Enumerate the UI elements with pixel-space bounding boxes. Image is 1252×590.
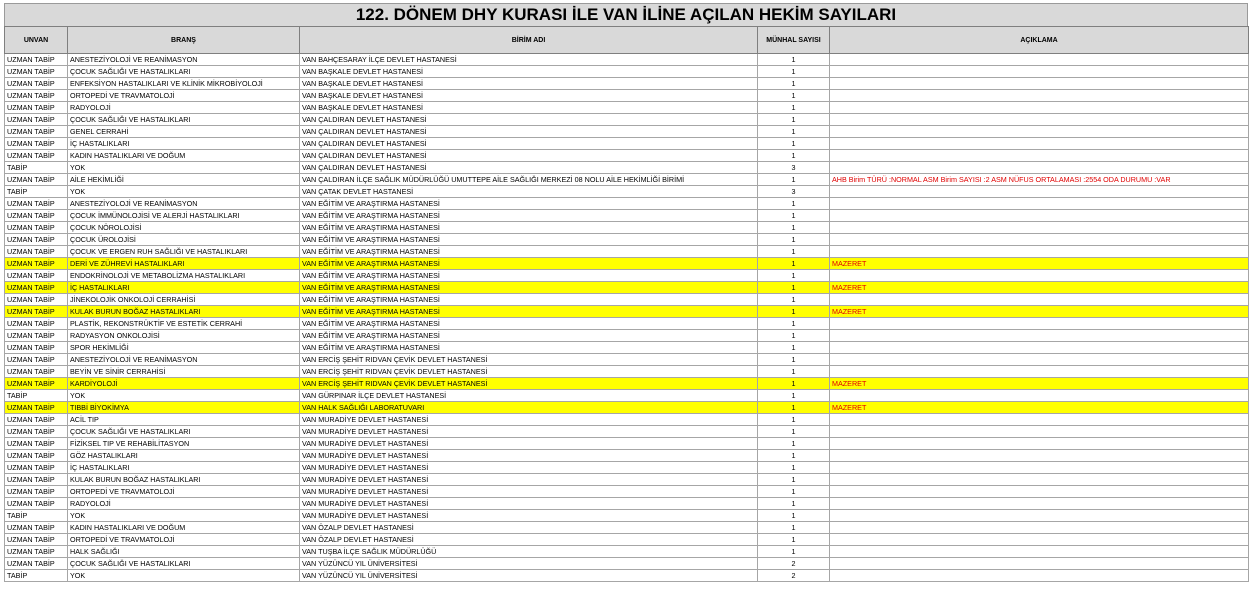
cell-birim: VAN BAŞKALE DEVLET HASTANESİ [300, 78, 758, 90]
table-row [5, 222, 1249, 234]
cell-sayi: 1 [758, 498, 830, 510]
table-row [5, 114, 1249, 126]
cell-aciklama [830, 354, 1249, 366]
table-row [5, 438, 1249, 450]
cell-unvan: UZMAN TABİP [5, 474, 68, 486]
cell-unvan: UZMAN TABİP [5, 150, 68, 162]
cell-birim: VAN EĞİTİM VE ARAŞTIRMA HASTANESİ [300, 294, 758, 306]
table-row [5, 486, 1249, 498]
cell-aciklama [830, 366, 1249, 378]
cell-aciklama [830, 558, 1249, 570]
cell-brans: ENDOKRİNOLOJİ VE METABOLİZMA HASTALIKLARI [68, 270, 300, 282]
cell-aciklama [830, 438, 1249, 450]
table-row [5, 102, 1249, 114]
cell-birim: VAN EĞİTİM VE ARAŞTIRMA HASTANESİ [300, 210, 758, 222]
cell-brans: KADIN HASTALIKLARI VE DOĞUM [68, 522, 300, 534]
cell-aciklama: MAZERET [830, 306, 1249, 318]
cell-aciklama [830, 222, 1249, 234]
cell-brans: YOK [68, 510, 300, 522]
cell-sayi: 1 [758, 126, 830, 138]
cell-birim: VAN ERCİŞ ŞEHİT RIDVAN ÇEVİK DEVLET HASTANESİ [300, 378, 758, 390]
cell-unvan: UZMAN TABİP [5, 306, 68, 318]
cell-sayi: 1 [758, 402, 830, 414]
cell-unvan: UZMAN TABİP [5, 66, 68, 78]
cell-unvan: UZMAN TABİP [5, 438, 68, 450]
cell-brans: TIBBİ BİYOKİMYA [68, 402, 300, 414]
cell-birim: VAN EĞİTİM VE ARAŞTIRMA HASTANESİ [300, 258, 758, 270]
cell-sayi: 1 [758, 522, 830, 534]
cell-brans: GENEL CERRAHİ [68, 126, 300, 138]
cell-birim: VAN ERCİŞ ŞEHİT RIDVAN ÇEVİK DEVLET HASTANESİ [300, 366, 758, 378]
cell-brans: ANESTEZİYOLOJİ VE REANİMASYON [68, 354, 300, 366]
cell-sayi: 1 [758, 438, 830, 450]
table-row [5, 474, 1249, 486]
cell-brans: ANESTEZİYOLOJİ VE REANİMASYON [68, 198, 300, 210]
cell-unvan: UZMAN TABİP [5, 486, 68, 498]
cell-sayi: 1 [758, 462, 830, 474]
cell-unvan: UZMAN TABİP [5, 414, 68, 426]
cell-brans: RADYASYON ONKOLOJİSİ [68, 330, 300, 342]
cell-brans: ÇOCUK NÖROLOJİSİ [68, 222, 300, 234]
cell-aciklama [830, 522, 1249, 534]
cell-brans: SPOR HEKİMLİĞİ [68, 342, 300, 354]
cell-unvan: UZMAN TABİP [5, 222, 68, 234]
cell-birim: VAN EĞİTİM VE ARAŞTIRMA HASTANESİ [300, 330, 758, 342]
header-aciklama: AÇIKLAMA [830, 27, 1249, 54]
cell-sayi: 1 [758, 306, 830, 318]
table-row [5, 390, 1249, 402]
cell-unvan: UZMAN TABİP [5, 210, 68, 222]
table-row [5, 330, 1249, 342]
cell-aciklama [830, 114, 1249, 126]
cell-aciklama [830, 294, 1249, 306]
cell-birim: VAN HALK SAĞLIĞI LABORATUVARI [300, 402, 758, 414]
cell-sayi: 1 [758, 450, 830, 462]
cell-aciklama [830, 126, 1249, 138]
cell-birim: VAN EĞİTİM VE ARAŞTIRMA HASTANESİ [300, 246, 758, 258]
cell-birim: VAN TUŞBA İLÇE SAĞLIK MÜDÜRLÜĞÜ [300, 546, 758, 558]
cell-unvan: UZMAN TABİP [5, 270, 68, 282]
spreadsheet [4, 3, 1248, 582]
cell-sayi: 1 [758, 258, 830, 270]
cell-sayi: 1 [758, 546, 830, 558]
cell-aciklama [830, 78, 1249, 90]
cell-birim: VAN YÜZÜNCÜ YIL ÜNİVERSİTESİ [300, 558, 758, 570]
cell-unvan: UZMAN TABİP [5, 378, 68, 390]
cell-unvan: UZMAN TABİP [5, 450, 68, 462]
cell-aciklama [830, 150, 1249, 162]
cell-sayi: 1 [758, 174, 830, 186]
cell-brans: ÇOCUK İMMÜNOLOJİSİ VE ALERJİ HASTALIKLARI [68, 210, 300, 222]
cell-birim: VAN ÖZALP DEVLET HASTANESİ [300, 522, 758, 534]
table-body [5, 54, 1249, 582]
header-birim: BİRİM ADI [300, 27, 758, 54]
cell-unvan: UZMAN TABİP [5, 78, 68, 90]
table-row [5, 78, 1249, 90]
table-row [5, 90, 1249, 102]
cell-unvan: TABİP [5, 390, 68, 402]
cell-birim: VAN MURADİYE DEVLET HASTANESİ [300, 462, 758, 474]
cell-sayi: 1 [758, 390, 830, 402]
table-row [5, 66, 1249, 78]
cell-birim: VAN BAŞKALE DEVLET HASTANESİ [300, 102, 758, 114]
header-brans: BRANŞ [68, 27, 300, 54]
cell-sayi: 1 [758, 426, 830, 438]
cell-brans: AİLE HEKİMLİĞİ [68, 174, 300, 186]
cell-brans: DERİ VE ZÜHREVİ HASTALIKLARI [68, 258, 300, 270]
cell-aciklama [830, 162, 1249, 174]
cell-birim: VAN ÇALDIRAN DEVLET HASTANESİ [300, 126, 758, 138]
cell-sayi: 1 [758, 222, 830, 234]
table-row [5, 258, 1249, 270]
cell-unvan: UZMAN TABİP [5, 546, 68, 558]
table-row [5, 426, 1249, 438]
table-row [5, 570, 1249, 582]
cell-unvan: UZMAN TABİP [5, 54, 68, 66]
cell-unvan: UZMAN TABİP [5, 102, 68, 114]
cell-aciklama [830, 246, 1249, 258]
table-row [5, 558, 1249, 570]
cell-unvan: UZMAN TABİP [5, 522, 68, 534]
cell-unvan: UZMAN TABİP [5, 498, 68, 510]
cell-birim: VAN ÇALDIRAN DEVLET HASTANESİ [300, 162, 758, 174]
cell-birim: VAN EĞİTİM VE ARAŞTIRMA HASTANESİ [300, 198, 758, 210]
cell-birim: VAN MURADİYE DEVLET HASTANESİ [300, 486, 758, 498]
cell-aciklama [830, 138, 1249, 150]
cell-sayi: 1 [758, 486, 830, 498]
cell-aciklama [830, 498, 1249, 510]
table-row [5, 270, 1249, 282]
cell-birim: VAN ERCİŞ ŞEHİT RIDVAN ÇEVİK DEVLET HASTANESİ [300, 354, 758, 366]
cell-sayi: 1 [758, 90, 830, 102]
table-row [5, 306, 1249, 318]
table-row [5, 414, 1249, 426]
cell-birim: VAN YÜZÜNCÜ YIL ÜNİVERSİTESİ [300, 570, 758, 582]
header-unvan: UNVAN [5, 27, 68, 54]
cell-brans: ÇOCUK SAĞLIĞI VE HASTALIKLARI [68, 426, 300, 438]
cell-brans: PLASTİK, REKONSTRÜKTİF VE ESTETİK CERRAHİ [68, 318, 300, 330]
cell-brans: ÇOCUK ÜROLOJİSİ [68, 234, 300, 246]
cell-unvan: UZMAN TABİP [5, 282, 68, 294]
cell-birim: VAN MURADİYE DEVLET HASTANESİ [300, 414, 758, 426]
cell-brans: İÇ HASTALIKLARI [68, 282, 300, 294]
cell-birim: VAN GÜRPINAR İLÇE DEVLET HASTANESİ [300, 390, 758, 402]
cell-brans: KULAK BURUN BOĞAZ HASTALIKLARI [68, 306, 300, 318]
cell-sayi: 1 [758, 270, 830, 282]
cell-brans: ORTOPEDİ VE TRAVMATOLOJİ [68, 486, 300, 498]
table-row [5, 294, 1249, 306]
cell-sayi: 1 [758, 210, 830, 222]
cell-aciklama [830, 210, 1249, 222]
cell-unvan: UZMAN TABİP [5, 246, 68, 258]
cell-birim: VAN EĞİTİM VE ARAŞTIRMA HASTANESİ [300, 318, 758, 330]
cell-sayi: 1 [758, 294, 830, 306]
table-row [5, 462, 1249, 474]
cell-brans: ÇOCUK SAĞLIĞI VE HASTALIKLARI [68, 66, 300, 78]
cell-birim: VAN MURADİYE DEVLET HASTANESİ [300, 474, 758, 486]
cell-unvan: UZMAN TABİP [5, 126, 68, 138]
cell-brans: KARDİYOLOJİ [68, 378, 300, 390]
table-row [5, 510, 1249, 522]
cell-aciklama: MAZERET [830, 378, 1249, 390]
cell-aciklama [830, 270, 1249, 282]
cell-sayi: 1 [758, 366, 830, 378]
cell-aciklama [830, 186, 1249, 198]
cell-sayi: 1 [758, 234, 830, 246]
cell-brans: GÖZ HASTALIKLARI [68, 450, 300, 462]
cell-unvan: UZMAN TABİP [5, 330, 68, 342]
cell-aciklama [830, 234, 1249, 246]
cell-unvan: TABİP [5, 162, 68, 174]
cell-aciklama [830, 330, 1249, 342]
cell-unvan: UZMAN TABİP [5, 234, 68, 246]
cell-birim: VAN ÇALDIRAN DEVLET HASTANESİ [300, 114, 758, 126]
cell-sayi: 1 [758, 102, 830, 114]
cell-unvan: UZMAN TABİP [5, 318, 68, 330]
page-title: 122. DÖNEM DHY KURASI İLE VAN İLİNE AÇILAN HEKİM SAYILARI [4, 3, 1248, 26]
cell-unvan: TABİP [5, 510, 68, 522]
table-row [5, 546, 1249, 558]
table-row [5, 246, 1249, 258]
cell-aciklama [830, 318, 1249, 330]
cell-brans: İÇ HASTALIKLARI [68, 462, 300, 474]
cell-brans: BEYİN VE SİNİR CERRAHİSİ [68, 366, 300, 378]
cell-unvan: UZMAN TABİP [5, 294, 68, 306]
cell-birim: VAN EĞİTİM VE ARAŞTIRMA HASTANESİ [300, 234, 758, 246]
cell-sayi: 1 [758, 138, 830, 150]
table-row [5, 150, 1249, 162]
cell-brans: YOK [68, 570, 300, 582]
cell-birim: VAN EĞİTİM VE ARAŞTIRMA HASTANESİ [300, 342, 758, 354]
cell-brans: ÇOCUK VE ERGEN RUH SAĞLIĞI VE HASTALIKLARI [68, 246, 300, 258]
table-row [5, 450, 1249, 462]
table-row [5, 210, 1249, 222]
cell-unvan: UZMAN TABİP [5, 534, 68, 546]
cell-birim: VAN ÇALDIRAN İLÇE SAĞLIK MÜDÜRLÜĞÜ UMUTTEPE AİLE SAĞLIĞI MERKEZİ 08 NOLU AİLE HEKİMLİĞİ BİRİMİ [300, 174, 758, 186]
table-row [5, 378, 1249, 390]
cell-sayi: 1 [758, 414, 830, 426]
cell-aciklama: MAZERET [830, 258, 1249, 270]
cell-birim: VAN EĞİTİM VE ARAŞTIRMA HASTANESİ [300, 222, 758, 234]
table-row [5, 402, 1249, 414]
cell-brans: KULAK BURUN BOĞAZ HASTALIKLARI [68, 474, 300, 486]
header-sayi: MÜNHAL SAYISI [758, 27, 830, 54]
table-row [5, 174, 1249, 186]
cell-unvan: UZMAN TABİP [5, 258, 68, 270]
cell-brans: ORTOPEDİ VE TRAVMATOLOJİ [68, 534, 300, 546]
cell-birim: VAN ÖZALP DEVLET HASTANESİ [300, 534, 758, 546]
cell-sayi: 1 [758, 282, 830, 294]
cell-sayi: 1 [758, 378, 830, 390]
cell-sayi: 1 [758, 198, 830, 210]
cell-unvan: UZMAN TABİP [5, 174, 68, 186]
cell-brans: YOK [68, 186, 300, 198]
cell-sayi: 1 [758, 534, 830, 546]
table-row [5, 318, 1249, 330]
cell-aciklama: MAZERET [830, 282, 1249, 294]
cell-aciklama [830, 534, 1249, 546]
vacancy-table [4, 26, 1249, 582]
cell-birim: VAN EĞİTİM VE ARAŞTIRMA HASTANESİ [300, 282, 758, 294]
cell-birim: VAN EĞİTİM VE ARAŞTIRMA HASTANESİ [300, 306, 758, 318]
cell-birim: VAN BAŞKALE DEVLET HASTANESİ [300, 90, 758, 102]
cell-unvan: TABİP [5, 186, 68, 198]
table-row [5, 342, 1249, 354]
cell-birim: VAN ÇALDIRAN DEVLET HASTANESİ [300, 138, 758, 150]
cell-aciklama [830, 546, 1249, 558]
cell-brans: RADYOLOJİ [68, 498, 300, 510]
cell-unvan: UZMAN TABİP [5, 90, 68, 102]
cell-brans: ORTOPEDİ VE TRAVMATOLOJİ [68, 90, 300, 102]
cell-aciklama [830, 198, 1249, 210]
cell-birim: VAN EĞİTİM VE ARAŞTIRMA HASTANESİ [300, 270, 758, 282]
cell-unvan: UZMAN TABİP [5, 402, 68, 414]
cell-aciklama [830, 450, 1249, 462]
cell-sayi: 1 [758, 66, 830, 78]
cell-aciklama [830, 510, 1249, 522]
cell-aciklama [830, 426, 1249, 438]
cell-birim: VAN MURADİYE DEVLET HASTANESİ [300, 426, 758, 438]
cell-brans: ANESTEZİYOLOJİ VE REANİMASYON [68, 54, 300, 66]
cell-unvan: UZMAN TABİP [5, 366, 68, 378]
cell-unvan: UZMAN TABİP [5, 198, 68, 210]
cell-birim: VAN BAHÇESARAY İLÇE DEVLET HASTANESİ [300, 54, 758, 66]
cell-aciklama [830, 462, 1249, 474]
table-row [5, 282, 1249, 294]
table-row [5, 498, 1249, 510]
cell-aciklama [830, 102, 1249, 114]
cell-sayi: 3 [758, 186, 830, 198]
cell-brans: RADYOLOJİ [68, 102, 300, 114]
table-row [5, 126, 1249, 138]
cell-brans: HALK SAĞLIĞI [68, 546, 300, 558]
cell-unvan: UZMAN TABİP [5, 114, 68, 126]
cell-unvan: UZMAN TABİP [5, 342, 68, 354]
cell-unvan: UZMAN TABİP [5, 426, 68, 438]
cell-brans: KADIN HASTALIKLARI VE DOĞUM [68, 150, 300, 162]
cell-sayi: 1 [758, 330, 830, 342]
cell-brans: ÇOCUK SAĞLIĞI VE HASTALIKLARI [68, 558, 300, 570]
cell-aciklama [830, 414, 1249, 426]
cell-unvan: TABİP [5, 570, 68, 582]
cell-sayi: 1 [758, 474, 830, 486]
cell-aciklama: AHB Birim TÜRÜ :NORMAL ASM Birim SAYISI :2 ASM NÜFUS ORTALAMASI :2554 ODA DURUMU :VAR [830, 174, 1249, 186]
cell-sayi: 1 [758, 246, 830, 258]
cell-sayi: 3 [758, 162, 830, 174]
cell-birim: VAN MURADİYE DEVLET HASTANESİ [300, 438, 758, 450]
table-row [5, 186, 1249, 198]
cell-birim: VAN BAŞKALE DEVLET HASTANESİ [300, 66, 758, 78]
cell-brans: YOK [68, 162, 300, 174]
cell-brans: FİZİKSEL TIP VE REHABİLİTASYON [68, 438, 300, 450]
cell-sayi: 2 [758, 570, 830, 582]
cell-birim: VAN MURADİYE DEVLET HASTANESİ [300, 498, 758, 510]
cell-unvan: UZMAN TABİP [5, 558, 68, 570]
cell-aciklama [830, 66, 1249, 78]
cell-aciklama [830, 486, 1249, 498]
cell-sayi: 2 [758, 558, 830, 570]
cell-unvan: UZMAN TABİP [5, 462, 68, 474]
table-row [5, 162, 1249, 174]
cell-sayi: 1 [758, 342, 830, 354]
table-row [5, 366, 1249, 378]
cell-aciklama [830, 342, 1249, 354]
cell-aciklama [830, 390, 1249, 402]
cell-unvan: UZMAN TABİP [5, 354, 68, 366]
cell-brans: ENFEKSİYON HASTALIKLARI VE KLİNİK MİKROBİYOLOJİ [68, 78, 300, 90]
cell-sayi: 1 [758, 150, 830, 162]
table-row [5, 54, 1249, 66]
cell-sayi: 1 [758, 114, 830, 126]
cell-birim: VAN MURADİYE DEVLET HASTANESİ [300, 510, 758, 522]
cell-sayi: 1 [758, 318, 830, 330]
cell-sayi: 1 [758, 510, 830, 522]
cell-brans: ÇOCUK SAĞLIĞI VE HASTALIKLARI [68, 114, 300, 126]
cell-aciklama: MAZERET [830, 402, 1249, 414]
cell-sayi: 1 [758, 354, 830, 366]
table-row [5, 198, 1249, 210]
table-row [5, 534, 1249, 546]
cell-unvan: UZMAN TABİP [5, 138, 68, 150]
cell-brans: İÇ HASTALIKLARI [68, 138, 300, 150]
cell-brans: JİNEKOLOJİK ONKOLOJİ CERRAHİSİ [68, 294, 300, 306]
cell-aciklama [830, 90, 1249, 102]
cell-birim: VAN ÇALDIRAN DEVLET HASTANESİ [300, 150, 758, 162]
table-row [5, 354, 1249, 366]
table-row [5, 234, 1249, 246]
cell-birim: VAN MURADİYE DEVLET HASTANESİ [300, 450, 758, 462]
table-row [5, 138, 1249, 150]
cell-aciklama [830, 474, 1249, 486]
cell-sayi: 1 [758, 54, 830, 66]
cell-birim: VAN ÇATAK DEVLET HASTANESİ [300, 186, 758, 198]
cell-brans: ACİL TIP [68, 414, 300, 426]
header-row [5, 27, 1249, 54]
cell-aciklama [830, 570, 1249, 582]
cell-sayi: 1 [758, 78, 830, 90]
cell-brans: YOK [68, 390, 300, 402]
cell-aciklama [830, 54, 1249, 66]
table-row [5, 522, 1249, 534]
